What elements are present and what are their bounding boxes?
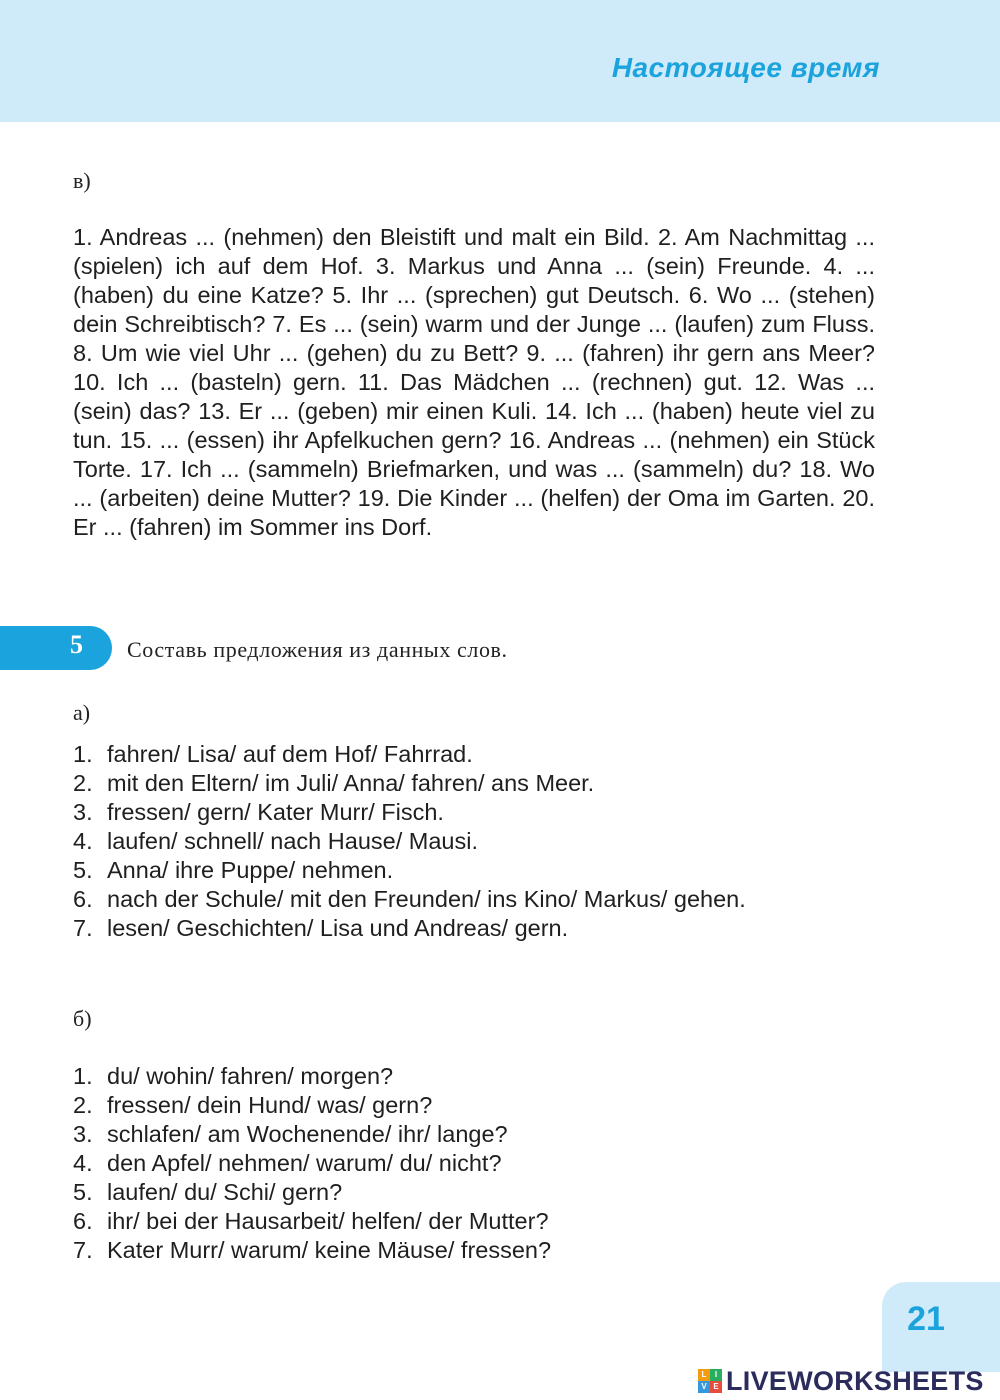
exercise-number: 5 bbox=[70, 630, 83, 659]
item-number: 3. bbox=[73, 1121, 93, 1147]
logo-letter: V bbox=[698, 1381, 710, 1393]
item-number: 1. bbox=[73, 1063, 93, 1089]
logo-letter: L bbox=[698, 1369, 710, 1381]
item-text: mit den Eltern/ im Juli/ Anna/ fahren/ ans Meer. bbox=[107, 770, 595, 796]
logo-letter: I bbox=[710, 1369, 722, 1381]
list-item bbox=[73, 914, 873, 943]
list-item bbox=[73, 1120, 873, 1149]
item-number: 2. bbox=[73, 1092, 93, 1118]
list-item bbox=[73, 1178, 873, 1207]
watermark-text: LIVEWORKSHEETS bbox=[726, 1365, 984, 1396]
liveworksheets-logo-icon bbox=[698, 1369, 722, 1393]
item-number: 4. bbox=[73, 828, 93, 854]
item-text: fressen/ dein Hund/ was/ gern? bbox=[107, 1092, 433, 1118]
item-text: Anna/ ihre Puppe/ nehmen. bbox=[107, 857, 394, 883]
item-number: 7. bbox=[73, 915, 93, 941]
section-b-list bbox=[73, 1062, 873, 1265]
list-item bbox=[73, 798, 873, 827]
list-item bbox=[73, 1149, 873, 1178]
section-b-label: б) bbox=[73, 1006, 92, 1031]
page-header bbox=[0, 0, 1000, 122]
item-number: 2. bbox=[73, 770, 93, 796]
item-text: fahren/ Lisa/ auf dem Hof/ Fahrrad. bbox=[107, 741, 473, 767]
item-text: schlafen/ am Wochenende/ ihr/ lange? bbox=[107, 1121, 508, 1147]
list-item bbox=[73, 1062, 873, 1091]
page-number: 21 bbox=[907, 1300, 945, 1338]
item-text: fressen/ gern/ Kater Murr/ Fisch. bbox=[107, 799, 444, 825]
list-item bbox=[73, 827, 873, 856]
logo-letter: E bbox=[710, 1381, 722, 1393]
item-text: laufen/ schnell/ nach Hause/ Mausi. bbox=[107, 828, 478, 854]
item-text: du/ wohin/ fahren/ morgen? bbox=[107, 1063, 394, 1089]
item-text: den Apfel/ nehmen/ warum/ du/ nicht? bbox=[107, 1150, 502, 1176]
exercise-number-badge bbox=[0, 626, 112, 670]
list-item bbox=[73, 1207, 873, 1236]
list-item bbox=[73, 1236, 873, 1265]
item-number: 7. bbox=[73, 1237, 93, 1263]
item-text: lesen/ Geschichten/ Lisa und Andreas/ gern. bbox=[107, 915, 569, 941]
section-v-label: в) bbox=[73, 168, 91, 193]
liveworksheets-watermark bbox=[698, 1366, 984, 1396]
section-a-list bbox=[73, 740, 873, 943]
section-a-label: а) bbox=[73, 700, 91, 725]
item-number: 5. bbox=[73, 1179, 93, 1205]
chapter-title: Настоящее время bbox=[611, 52, 880, 83]
item-number: 1. bbox=[73, 741, 93, 767]
section-v-text: 1. Andreas ... (nehmen) den Bleistift und malt ein Bild. 2. Am Nachmittag ... (spielen) ich auf dem Hof. 3. Markus und Anna ... (sein) Freunde. 4. ... (haben) du eine Katze? 5. Ihr ... (sprechen) gut Deutsch. 6. Wo ... (stehen) dein Schreibtisch? 7. Es ... (sein) warm und der Junge ... (laufen) zum Fluss. 8. Um wie viel Uhr ... (gehen) du zu Bett? 9. ... (fahren) ihr gern ans Meer? 10. Ich ... (basteln) gern. 11. Das Mädchen ... (rechnen) gut. 12. Was ... (sein) das? 13. Er ... (geben) mir einen Kuli. 14. Ich ... (haben) heute viel zu tun. 15. ... (essen) ihr Apfelkuchen gern? 16. Andreas ... (nehmen) ein Stück Torte. 17. Ich ... (sammeln) Briefmarken, und was ... (sammeln) du? 18. Wo ... (arbeiten) deine Mutter? 19. Die Kinder ... (helfen) der Oma im Garten. 20. Er ... (fahren) im Sommer ins Dorf. bbox=[73, 224, 875, 540]
item-number: 4. bbox=[73, 1150, 93, 1176]
list-item bbox=[73, 885, 873, 914]
item-text: nach der Schule/ mit den Freunden/ ins Kino/ Markus/ gehen. bbox=[107, 886, 746, 912]
list-item bbox=[73, 856, 873, 885]
list-item bbox=[73, 1091, 873, 1120]
item-number: 6. bbox=[73, 886, 93, 912]
item-text: Kater Murr/ warum/ keine Mäuse/ fressen? bbox=[107, 1237, 552, 1263]
item-number: 6. bbox=[73, 1208, 93, 1234]
list-item bbox=[73, 740, 873, 769]
list-item bbox=[73, 769, 873, 798]
item-text: laufen/ du/ Schi/ gern? bbox=[107, 1179, 343, 1205]
exercise-instruction: Составь предложения из данных слов. bbox=[127, 637, 508, 662]
item-number: 5. bbox=[73, 857, 93, 883]
item-number: 3. bbox=[73, 799, 93, 825]
item-text: ihr/ bei der Hausarbeit/ helfen/ der Mutter? bbox=[107, 1208, 549, 1234]
